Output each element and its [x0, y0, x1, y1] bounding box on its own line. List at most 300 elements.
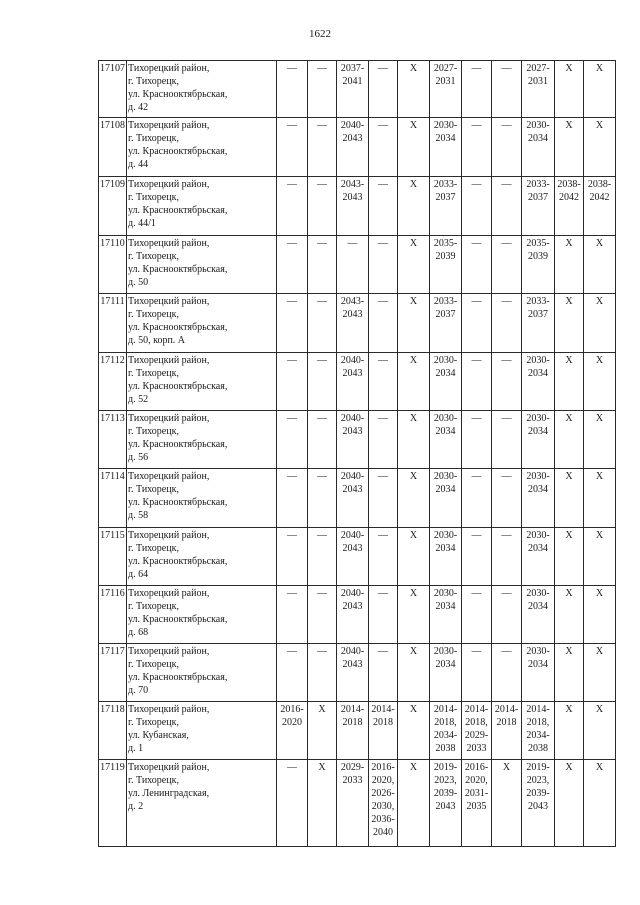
- period-value: 2027-: [526, 63, 550, 74]
- period-value: 2034: [528, 601, 548, 612]
- period-value: —: [501, 179, 512, 190]
- period-value: 2034: [528, 484, 548, 495]
- period-cell: [584, 760, 616, 847]
- period-cell: [555, 528, 584, 586]
- address-line: Тихорецкий район,: [128, 588, 210, 599]
- period-value: 2018: [373, 717, 393, 728]
- address-cell: [127, 760, 277, 847]
- period-cell: [522, 586, 555, 644]
- period-cell: [398, 469, 430, 528]
- period-value: —: [287, 238, 297, 249]
- period-value: 2043: [342, 659, 363, 670]
- record-number: 17107: [99, 61, 127, 118]
- address-line: г. Тихорецк,: [128, 484, 179, 495]
- period-value: —: [287, 646, 297, 657]
- period-cell: [584, 353, 616, 411]
- period-value: 2043: [342, 484, 363, 495]
- period-value: Х: [565, 238, 573, 249]
- period-cell: [430, 236, 462, 294]
- period-cell: [555, 236, 584, 294]
- period-cell: [308, 177, 337, 236]
- period-cell: [369, 61, 398, 118]
- period-value: Х: [409, 646, 418, 657]
- period-cell: [555, 118, 584, 177]
- address-line: д. 42: [128, 102, 149, 113]
- address-cell: [127, 118, 277, 177]
- period-value: —: [378, 530, 388, 541]
- period-cell: [492, 177, 522, 236]
- period-value: —: [501, 471, 512, 482]
- period-cell: [462, 236, 492, 294]
- period-cell: [369, 644, 398, 702]
- period-cell: [369, 702, 398, 760]
- period-cell: [277, 61, 308, 118]
- address-line: д. 50: [128, 277, 149, 288]
- address-cell: [127, 644, 277, 702]
- period-cell: [492, 760, 522, 847]
- period-cell: [584, 294, 616, 353]
- period-value: 2034: [435, 543, 456, 554]
- period-value: 2020,: [465, 775, 488, 786]
- period-cell: [584, 118, 616, 177]
- period-value: —: [471, 471, 482, 482]
- period-cell: [555, 702, 584, 760]
- period-value: 2018,: [526, 717, 550, 728]
- period-cell: [277, 528, 308, 586]
- period-value: —: [287, 530, 297, 541]
- period-value: 2043: [342, 426, 363, 437]
- period-cell: [522, 353, 555, 411]
- record-number: 17112: [99, 353, 127, 411]
- period-value: Х: [409, 355, 418, 366]
- period-cell: [522, 177, 555, 236]
- period-value: 2033: [466, 743, 487, 754]
- period-value: 2037: [435, 309, 456, 320]
- period-cell: [369, 118, 398, 177]
- address-line: Тихорецкий район,: [128, 471, 210, 482]
- period-cell: [398, 177, 430, 236]
- period-value: Х: [565, 704, 573, 715]
- period-cell: [337, 586, 369, 644]
- period-cell: [337, 644, 369, 702]
- period-cell: [308, 353, 337, 411]
- address-line: Тихорецкий район,: [128, 355, 210, 366]
- period-value: 2034: [435, 659, 456, 670]
- period-cell: [430, 586, 462, 644]
- period-value: Х: [409, 296, 418, 307]
- period-cell: [369, 469, 398, 528]
- period-cell: [308, 61, 337, 118]
- period-cell: [398, 118, 430, 177]
- period-value: 2034: [528, 426, 548, 437]
- period-value: 2038-: [557, 179, 581, 190]
- address-line: г. Тихорецк,: [128, 601, 179, 612]
- period-value: Х: [595, 530, 604, 541]
- address-line: ул. Кубанская,: [128, 730, 189, 741]
- period-value: —: [471, 296, 482, 307]
- address-line: Тихорецкий район,: [128, 530, 210, 541]
- period-value: —: [317, 588, 327, 599]
- table-row: [99, 469, 616, 528]
- period-value: 2020: [282, 717, 302, 728]
- period-value: 2042: [589, 192, 610, 203]
- period-value: 2030-: [526, 413, 550, 424]
- period-value: —: [378, 63, 388, 74]
- period-cell: [277, 760, 308, 847]
- period-value: 2041: [342, 76, 363, 87]
- period-value: —: [317, 179, 327, 190]
- period-value: Х: [595, 120, 604, 131]
- period-cell: [308, 469, 337, 528]
- period-value: 2037: [435, 192, 456, 203]
- period-value: 2029-: [464, 730, 489, 741]
- period-value: Х: [565, 355, 573, 366]
- period-value: Х: [502, 762, 511, 773]
- period-value: —: [378, 355, 388, 366]
- period-cell: [430, 353, 462, 411]
- period-cell: [555, 177, 584, 236]
- period-cell: [492, 236, 522, 294]
- address-cell: [127, 353, 277, 411]
- period-value: Х: [409, 413, 418, 424]
- record-number: 17115: [99, 528, 127, 586]
- period-value: 2043: [342, 133, 363, 144]
- period-value: Х: [565, 120, 573, 131]
- record-number: 17114: [99, 469, 127, 528]
- period-cell: [555, 469, 584, 528]
- period-cell: [430, 644, 462, 702]
- period-value: —: [501, 120, 512, 131]
- period-value: —: [501, 588, 512, 599]
- period-value: 2038: [435, 743, 456, 754]
- period-cell: [430, 411, 462, 469]
- period-cell: [277, 644, 308, 702]
- period-value: 2016-: [280, 704, 304, 715]
- period-value: 2040-: [340, 646, 365, 657]
- period-cell: [555, 411, 584, 469]
- table-row: [99, 760, 616, 847]
- period-value: 2039-: [433, 788, 458, 799]
- address-line: Тихорецкий район,: [128, 238, 210, 249]
- period-value: —: [471, 120, 482, 131]
- address-line: ул. Краснооктябрьская,: [128, 322, 228, 333]
- address-line: д. 68: [128, 627, 149, 638]
- period-value: 2014-: [433, 704, 458, 715]
- period-cell: [522, 61, 555, 118]
- period-value: —: [378, 296, 388, 307]
- period-cell: [492, 644, 522, 702]
- address-cell: [127, 586, 277, 644]
- address-line: д. 56: [128, 452, 149, 463]
- period-value: 2040-: [340, 530, 365, 541]
- table-row: [99, 236, 616, 294]
- period-cell: [308, 586, 337, 644]
- period-value: 2033-: [526, 296, 550, 307]
- period-cell: [462, 702, 492, 760]
- period-value: 2029-: [340, 762, 365, 773]
- period-value: 2018,: [434, 717, 457, 728]
- period-value: —: [501, 530, 512, 541]
- period-cell: [308, 294, 337, 353]
- table-row: [99, 411, 616, 469]
- address-line: г. Тихорецк,: [128, 309, 179, 320]
- period-cell: [369, 177, 398, 236]
- period-cell: [337, 294, 369, 353]
- period-cell: [277, 411, 308, 469]
- address-line: д. 58: [128, 510, 149, 521]
- period-cell: [492, 586, 522, 644]
- period-cell: [369, 294, 398, 353]
- period-value: —: [471, 588, 482, 599]
- period-cell: [492, 118, 522, 177]
- period-cell: [308, 760, 337, 847]
- period-value: 2018: [342, 717, 363, 728]
- period-value: —: [287, 355, 297, 366]
- address-cell: [127, 411, 277, 469]
- period-cell: [584, 469, 616, 528]
- period-value: 2030-: [433, 355, 458, 366]
- period-value: 2014-: [526, 704, 550, 715]
- period-value: 2038: [528, 743, 548, 754]
- address-line: д. 50, корп. А: [128, 335, 186, 346]
- period-cell: [492, 353, 522, 411]
- period-value: —: [347, 238, 358, 249]
- period-value: —: [378, 413, 388, 424]
- period-cell: [555, 294, 584, 353]
- period-value: 2030-: [526, 530, 550, 541]
- period-cell: [522, 294, 555, 353]
- period-value: 2033: [342, 775, 363, 786]
- record-number: 17117: [99, 644, 127, 702]
- address-cell: [127, 528, 277, 586]
- period-value: Х: [409, 588, 418, 599]
- period-cell: [462, 644, 492, 702]
- period-value: 2034: [435, 484, 456, 495]
- address-line: г. Тихорецк,: [128, 76, 179, 87]
- period-cell: [584, 61, 616, 118]
- period-value: 2014-: [371, 704, 395, 715]
- address-line: ул. Краснооктябрьская,: [128, 146, 228, 157]
- address-line: д. 1: [128, 743, 144, 754]
- period-cell: [308, 411, 337, 469]
- period-value: —: [287, 413, 297, 424]
- address-line: Тихорецкий район,: [128, 762, 210, 773]
- period-value: 2043: [342, 601, 363, 612]
- period-cell: [398, 528, 430, 586]
- period-value: 2034: [528, 368, 548, 379]
- period-value: 2035-: [433, 238, 458, 249]
- period-cell: [584, 644, 616, 702]
- period-value: —: [317, 530, 327, 541]
- period-cell: [462, 177, 492, 236]
- period-cell: [555, 61, 584, 118]
- table-row: [99, 353, 616, 411]
- period-value: 2030-: [526, 588, 550, 599]
- period-cell: [369, 760, 398, 847]
- period-value: 2042: [559, 192, 579, 203]
- address-line: ул. Краснооктябрьская,: [128, 439, 228, 450]
- period-value: 2043-: [340, 179, 365, 190]
- period-cell: [337, 61, 369, 118]
- period-value: Х: [409, 762, 418, 773]
- period-cell: [369, 586, 398, 644]
- table-row: [99, 644, 616, 702]
- period-value: 2034: [528, 133, 548, 144]
- table-row: [99, 702, 616, 760]
- period-cell: [492, 411, 522, 469]
- period-value: 2037: [528, 192, 548, 203]
- period-cell: [337, 528, 369, 586]
- period-cell: [337, 353, 369, 411]
- period-cell: [337, 411, 369, 469]
- period-cell: [430, 528, 462, 586]
- period-cell: [277, 469, 308, 528]
- address-line: Тихорецкий район,: [128, 296, 210, 307]
- period-cell: [308, 118, 337, 177]
- period-cell: [462, 118, 492, 177]
- period-value: —: [287, 588, 297, 599]
- period-cell: [369, 236, 398, 294]
- period-value: Х: [409, 63, 418, 74]
- period-value: —: [317, 355, 327, 366]
- period-cell: [555, 644, 584, 702]
- period-value: 2030-: [433, 413, 458, 424]
- period-value: —: [317, 471, 327, 482]
- period-value: —: [471, 646, 482, 657]
- period-value: 2034: [435, 426, 456, 437]
- record-number: 17108: [99, 118, 127, 177]
- address-line: ул. Краснооктябрьская,: [128, 614, 228, 625]
- address-line: Тихорецкий район,: [128, 646, 210, 657]
- period-value: —: [287, 179, 297, 190]
- period-cell: [522, 411, 555, 469]
- period-value: 2030-: [526, 471, 550, 482]
- period-value: Х: [565, 63, 573, 74]
- period-value: —: [471, 63, 482, 74]
- period-value: —: [471, 413, 482, 424]
- address-line: г. Тихорецк,: [128, 543, 179, 554]
- period-value: Х: [409, 471, 418, 482]
- period-cell: [277, 702, 308, 760]
- period-value: 2039: [435, 251, 456, 262]
- period-cell: [337, 702, 369, 760]
- address-line: ул. Краснооктябрьская,: [128, 672, 228, 683]
- period-value: —: [317, 413, 327, 424]
- period-value: 2034-: [433, 730, 458, 741]
- period-value: 2040-: [340, 120, 365, 131]
- address-line: ул. Ленинградская,: [128, 788, 210, 799]
- period-cell: [462, 528, 492, 586]
- period-cell: [369, 353, 398, 411]
- period-value: 2034: [435, 601, 456, 612]
- period-value: —: [287, 471, 297, 482]
- period-value: 2040: [373, 827, 393, 838]
- period-value: —: [317, 63, 327, 74]
- period-cell: [584, 702, 616, 760]
- period-value: —: [287, 63, 297, 74]
- address-line: ул. Краснооктябрьская,: [128, 556, 228, 567]
- period-cell: [555, 353, 584, 411]
- address-line: ул. Краснооктябрьская,: [128, 381, 228, 392]
- period-cell: [430, 61, 462, 118]
- period-value: —: [501, 413, 512, 424]
- period-cell: [430, 294, 462, 353]
- address-line: г. Тихорецк,: [128, 133, 179, 144]
- period-value: Х: [409, 238, 418, 249]
- address-line: д. 64: [128, 569, 149, 580]
- period-value: Х: [409, 120, 418, 131]
- period-value: 2030-: [433, 120, 458, 131]
- period-value: 2040-: [340, 471, 365, 482]
- address-line: ул. Краснооктябрьская,: [128, 89, 228, 100]
- period-value: 2034: [528, 543, 548, 554]
- period-value: 2023,: [434, 775, 457, 786]
- period-value: 2043-: [340, 296, 365, 307]
- period-value: 2030-: [433, 646, 458, 657]
- period-cell: [277, 118, 308, 177]
- period-cell: [308, 702, 337, 760]
- period-cell: [398, 586, 430, 644]
- period-cell: [492, 61, 522, 118]
- period-value: —: [471, 530, 482, 541]
- period-value: Х: [595, 296, 604, 307]
- period-cell: [398, 236, 430, 294]
- period-value: 2020,: [371, 775, 395, 786]
- period-cell: [462, 294, 492, 353]
- period-value: 2033-: [433, 179, 458, 190]
- period-value: Х: [565, 530, 573, 541]
- period-value: 2035: [466, 801, 487, 812]
- page-number: 1622: [309, 28, 331, 40]
- period-value: 2043: [342, 368, 363, 379]
- period-value: Х: [595, 413, 604, 424]
- period-cell: [277, 294, 308, 353]
- period-value: 2019-: [526, 762, 550, 773]
- period-value: 2030-: [433, 530, 458, 541]
- period-cell: [430, 177, 462, 236]
- table-row: [99, 61, 616, 118]
- record-number: 17119: [99, 760, 127, 847]
- period-cell: [277, 586, 308, 644]
- address-line: г. Тихорецк,: [128, 192, 179, 203]
- period-value: 2031: [528, 76, 548, 87]
- table-row: [99, 294, 616, 353]
- period-value: Х: [409, 530, 418, 541]
- period-value: 2033-: [433, 296, 458, 307]
- period-cell: [522, 118, 555, 177]
- period-cell: [492, 294, 522, 353]
- period-cell: [369, 528, 398, 586]
- address-line: г. Тихорецк,: [128, 659, 179, 670]
- period-value: —: [317, 238, 327, 249]
- period-value: —: [501, 296, 512, 307]
- record-number: 17111: [99, 294, 127, 353]
- period-value: Х: [565, 646, 573, 657]
- period-value: 2043: [342, 543, 363, 554]
- address-line: д. 70: [128, 685, 149, 696]
- period-value: 2040-: [340, 588, 365, 599]
- period-cell: [337, 760, 369, 847]
- period-value: Х: [595, 355, 604, 366]
- period-value: 2040-: [340, 355, 365, 366]
- period-cell: [522, 760, 555, 847]
- period-value: 2031-: [464, 788, 489, 799]
- period-cell: [337, 236, 369, 294]
- period-value: Х: [595, 471, 604, 482]
- record-number: 17110: [99, 236, 127, 294]
- table-row: [99, 586, 616, 644]
- period-value: 2014-: [464, 704, 489, 715]
